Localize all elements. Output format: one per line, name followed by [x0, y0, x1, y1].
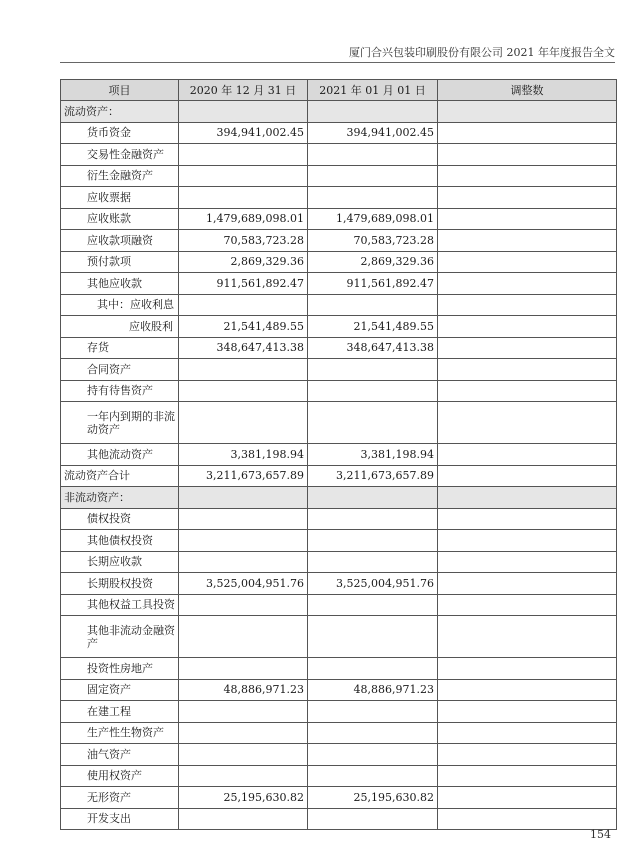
value-adjustment: [438, 787, 617, 809]
row-label: 开发支出: [61, 808, 179, 830]
table-row: [61, 722, 617, 744]
value-2021-01-01: [308, 380, 438, 402]
table-header-row: [61, 80, 617, 101]
value-adjustment: [438, 208, 617, 230]
value-2021-01-01: 21,541,489.55: [308, 316, 438, 338]
value-2020-12-31: [179, 765, 308, 787]
value-2020-12-31: [179, 402, 308, 444]
table-row: [61, 551, 617, 573]
table-row: [61, 765, 617, 787]
value-2021-01-01: 3,525,004,951.76: [308, 573, 438, 595]
table-row: [61, 251, 617, 273]
table-row: [61, 380, 617, 402]
value-2020-12-31: [179, 594, 308, 616]
value-adjustment: [438, 765, 617, 787]
value-2021-01-01: [308, 359, 438, 381]
row-label: 一年内到期的非流动资产: [61, 402, 179, 444]
value-adjustment: [438, 337, 617, 359]
value-adjustment: [438, 187, 617, 209]
value-adjustment: [438, 679, 617, 701]
value-2020-12-31: [179, 165, 308, 187]
value-2021-01-01: [308, 765, 438, 787]
value-adjustment: [438, 165, 617, 187]
value-2021-01-01: 348,647,413.38: [308, 337, 438, 359]
value-2021-01-01: 911,561,892.47: [308, 273, 438, 295]
value-adjustment: [438, 144, 617, 166]
value-2020-12-31: 3,525,004,951.76: [179, 573, 308, 595]
table-row: [61, 316, 617, 338]
value-adjustment: [438, 508, 617, 530]
row-label: 应收票据: [61, 187, 179, 209]
value-2021-01-01: [308, 551, 438, 573]
row-label: 使用权资产: [61, 765, 179, 787]
value-adjustment: [438, 230, 617, 252]
value-2020-12-31: 70,583,723.28: [179, 230, 308, 252]
value-2020-12-31: [179, 808, 308, 830]
row-label: 投资性房地产: [61, 658, 179, 680]
value-2021-01-01: [308, 530, 438, 552]
table-row: [61, 359, 617, 381]
value-2020-12-31: [179, 722, 308, 744]
table-row: [61, 487, 617, 509]
table-row: [61, 273, 617, 295]
table-row: [61, 465, 617, 487]
value-2020-12-31: 348,647,413.38: [179, 337, 308, 359]
row-label: 预付款项: [61, 251, 179, 273]
value-2021-01-01: 1,479,689,098.01: [308, 208, 438, 230]
value-adjustment: [438, 530, 617, 552]
value-adjustment: [438, 551, 617, 573]
value-adjustment: [438, 380, 617, 402]
value-2021-01-01: [308, 101, 438, 123]
value-adjustment: [438, 359, 617, 381]
column-header-2021-01-01: 2021 年 01 月 01 日: [308, 80, 438, 101]
row-label: 货币资金: [61, 122, 179, 144]
row-label: 其他债权投资: [61, 530, 179, 552]
row-label: 交易性金融资产: [61, 144, 179, 166]
table-row: [61, 122, 617, 144]
value-adjustment: [438, 273, 617, 295]
value-adjustment: [438, 487, 617, 509]
value-adjustment: [438, 722, 617, 744]
value-2020-12-31: 25,195,630.82: [179, 787, 308, 809]
value-adjustment: [438, 616, 617, 658]
table-row: [61, 144, 617, 166]
table-row: [61, 187, 617, 209]
table-row: [61, 573, 617, 595]
row-label: 其他权益工具投资: [61, 594, 179, 616]
row-label: 存货: [61, 337, 179, 359]
row-label: 债权投资: [61, 508, 179, 530]
value-2021-01-01: 3,381,198.94: [308, 444, 438, 466]
value-2021-01-01: [308, 144, 438, 166]
row-label: 在建工程: [61, 701, 179, 723]
table-row: [61, 679, 617, 701]
row-label: 无形资产: [61, 787, 179, 809]
value-adjustment: [438, 594, 617, 616]
value-2021-01-01: [308, 616, 438, 658]
value-2020-12-31: [179, 744, 308, 766]
row-label: 生产性生物资产: [61, 722, 179, 744]
table-row: [61, 230, 617, 252]
value-2020-12-31: 21,541,489.55: [179, 316, 308, 338]
row-label: 合同资产: [61, 359, 179, 381]
value-2021-01-01: 25,195,630.82: [308, 787, 438, 809]
table-row: [61, 594, 617, 616]
value-adjustment: [438, 744, 617, 766]
table-row: [61, 402, 617, 444]
row-label: 长期股权投资: [61, 573, 179, 595]
row-label: 长期应收款: [61, 551, 179, 573]
row-label: 应收款项融资: [61, 230, 179, 252]
value-2021-01-01: [308, 487, 438, 509]
report-header-title: 厦门合兴包装印刷股份有限公司 2021 年年度报告全文: [349, 46, 615, 59]
value-2020-12-31: [179, 144, 308, 166]
row-label: 固定资产: [61, 679, 179, 701]
table-row: [61, 101, 617, 123]
value-2020-12-31: [179, 380, 308, 402]
value-2020-12-31: [179, 359, 308, 381]
value-2020-12-31: [179, 508, 308, 530]
column-header-adjustment: 调整数: [438, 80, 617, 101]
value-2020-12-31: 3,381,198.94: [179, 444, 308, 466]
row-label: 应收股利: [61, 316, 179, 338]
value-2021-01-01: [308, 402, 438, 444]
value-2020-12-31: [179, 701, 308, 723]
row-label: 其他非流动金融资产: [61, 616, 179, 658]
header-rule: [60, 62, 615, 63]
value-2020-12-31: 3,211,673,657.89: [179, 465, 308, 487]
value-adjustment: [438, 251, 617, 273]
value-adjustment: [438, 701, 617, 723]
row-label: 油气资产: [61, 744, 179, 766]
value-adjustment: [438, 402, 617, 444]
row-label: 其中：应收利息: [61, 294, 179, 316]
value-adjustment: [438, 122, 617, 144]
page-number: 154: [590, 828, 611, 841]
table-row: [61, 787, 617, 809]
row-label: 应收账款: [61, 208, 179, 230]
table-row: [61, 530, 617, 552]
table-row: [61, 808, 617, 830]
column-header-2020-12-31: 2020 年 12 月 31 日: [179, 80, 308, 101]
value-2020-12-31: [179, 187, 308, 209]
value-2021-01-01: 3,211,673,657.89: [308, 465, 438, 487]
value-2021-01-01: [308, 594, 438, 616]
value-2021-01-01: [308, 165, 438, 187]
table-row: [61, 616, 617, 658]
row-label: 持有待售资产: [61, 380, 179, 402]
value-2020-12-31: [179, 530, 308, 552]
row-label: 非流动资产：: [61, 487, 179, 509]
value-2021-01-01: 394,941,002.45: [308, 122, 438, 144]
table-row: [61, 658, 617, 680]
table-row: [61, 208, 617, 230]
value-2021-01-01: [308, 701, 438, 723]
value-2020-12-31: 2,869,329.36: [179, 251, 308, 273]
row-label: 其他应收款: [61, 273, 179, 295]
table-row: [61, 701, 617, 723]
value-2020-12-31: [179, 294, 308, 316]
value-2020-12-31: 1,479,689,098.01: [179, 208, 308, 230]
value-adjustment: [438, 444, 617, 466]
value-2020-12-31: [179, 101, 308, 123]
value-2021-01-01: [308, 508, 438, 530]
value-adjustment: [438, 101, 617, 123]
value-2020-12-31: 48,886,971.23: [179, 679, 308, 701]
value-adjustment: [438, 658, 617, 680]
value-adjustment: [438, 465, 617, 487]
column-header-item: 项目: [61, 80, 179, 101]
value-2021-01-01: [308, 808, 438, 830]
value-2021-01-01: [308, 722, 438, 744]
value-2020-12-31: [179, 658, 308, 680]
table-row: [61, 744, 617, 766]
table-row: [61, 508, 617, 530]
row-label: 其他流动资产: [61, 444, 179, 466]
row-label: 流动资产：: [61, 101, 179, 123]
value-2020-12-31: [179, 487, 308, 509]
table-row: [61, 337, 617, 359]
value-2021-01-01: 70,583,723.28: [308, 230, 438, 252]
table-row: [61, 294, 617, 316]
row-label: 衍生金融资产: [61, 165, 179, 187]
value-2021-01-01: [308, 744, 438, 766]
value-adjustment: [438, 316, 617, 338]
value-adjustment: [438, 808, 617, 830]
value-2021-01-01: [308, 294, 438, 316]
value-2020-12-31: 394,941,002.45: [179, 122, 308, 144]
value-2020-12-31: [179, 551, 308, 573]
value-2021-01-01: 48,886,971.23: [308, 679, 438, 701]
value-2020-12-31: 911,561,892.47: [179, 273, 308, 295]
value-2021-01-01: [308, 658, 438, 680]
value-adjustment: [438, 294, 617, 316]
table-body: [61, 101, 617, 830]
value-2021-01-01: [308, 187, 438, 209]
table-row: [61, 165, 617, 187]
value-2020-12-31: [179, 616, 308, 658]
row-label: 流动资产合计: [61, 465, 179, 487]
value-adjustment: [438, 573, 617, 595]
table-row: [61, 444, 617, 466]
balance-sheet-table: [60, 79, 617, 830]
value-2021-01-01: 2,869,329.36: [308, 251, 438, 273]
